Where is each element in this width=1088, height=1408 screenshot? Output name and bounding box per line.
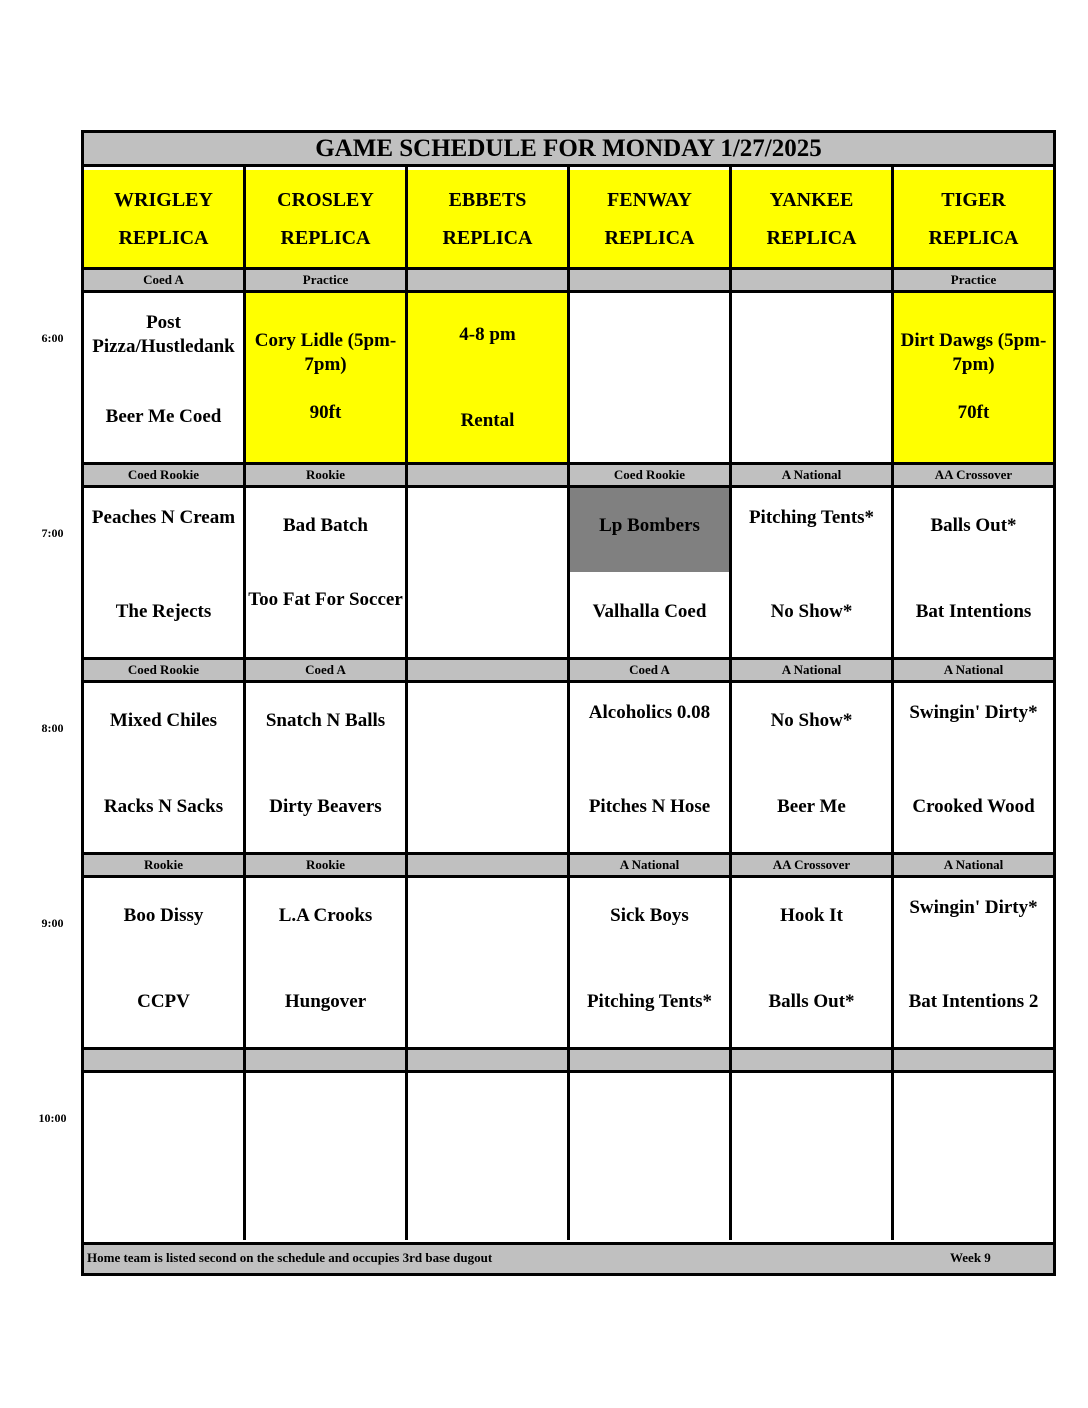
division-label: AA Crossover xyxy=(732,855,891,875)
grid-line xyxy=(243,167,246,1240)
home-team: Too Fat For Soccer xyxy=(248,589,403,610)
field-header-ebbets xyxy=(408,170,567,267)
game-cell xyxy=(732,488,891,657)
game-cell xyxy=(408,878,567,1047)
field-subtitle: REPLICA xyxy=(604,226,695,249)
game-cell xyxy=(246,878,405,1047)
home-team: Pitching Tents* xyxy=(586,991,713,1012)
grid-line xyxy=(567,167,570,1240)
away-team: Sick Boys xyxy=(610,905,689,926)
game-cell xyxy=(894,293,1053,462)
away-team: Bad Batch xyxy=(283,515,368,536)
game-cell xyxy=(84,293,243,462)
game-cell xyxy=(732,1073,891,1242)
division-label: A National xyxy=(570,855,729,875)
away-team: Dirt Dawgs (5pm-7pm) xyxy=(900,330,1047,375)
division-label: A National xyxy=(894,855,1053,875)
home-team: Racks N Sacks xyxy=(103,796,224,817)
division-label xyxy=(732,1050,891,1070)
home-team: Bat Intentions 2 xyxy=(908,991,1039,1012)
grid-line xyxy=(729,167,732,1240)
field-name: EBBETS xyxy=(448,188,527,211)
game-cell xyxy=(408,293,567,462)
home-team: The Rejects xyxy=(115,601,212,622)
division-label: Coed Rookie xyxy=(84,660,243,680)
game-cell xyxy=(408,488,567,657)
home-team: Beer Me xyxy=(777,796,846,817)
division-label xyxy=(408,855,567,875)
field-header-wrigley xyxy=(84,170,243,267)
division-label: Coed A xyxy=(84,270,243,290)
division-label: Coed Rookie xyxy=(570,465,729,485)
away-team: Peaches N Cream xyxy=(91,507,236,528)
game-cell xyxy=(894,683,1053,852)
home-team: Balls Out* xyxy=(768,991,855,1012)
game-cell xyxy=(246,683,405,852)
time-label: 8:00 xyxy=(41,721,64,735)
division-label: Coed A xyxy=(246,660,405,680)
division-label xyxy=(570,270,729,290)
time-label: 9:00 xyxy=(41,916,64,930)
field-header-crosley xyxy=(246,170,405,267)
game-cell xyxy=(732,683,891,852)
field-subtitle: REPLICA xyxy=(118,226,209,249)
division-label: Rookie xyxy=(84,855,243,875)
division-label xyxy=(408,660,567,680)
schedule-title: GAME SCHEDULE FOR MONDAY 1/27/2025 xyxy=(84,133,1053,167)
home-team: Beer Me Coed xyxy=(105,406,222,427)
schedule-sheet xyxy=(81,130,1056,1276)
grid-line xyxy=(84,462,1053,465)
away-team: Boo Dissy xyxy=(123,905,204,926)
home-team: Bat Intentions xyxy=(915,601,1032,622)
division-label: Rookie xyxy=(246,855,405,875)
game-cell xyxy=(408,1073,567,1242)
grid-line xyxy=(84,680,1053,683)
division-label xyxy=(732,270,891,290)
home-team: Valhalla Coed xyxy=(592,601,707,622)
home-team: Pitches N Hose xyxy=(588,796,711,817)
away-team: Swingin' Dirty* xyxy=(909,897,1038,918)
game-cell xyxy=(570,683,729,852)
grid-line xyxy=(891,167,894,1240)
division-label xyxy=(246,1050,405,1070)
time-label: 6:00 xyxy=(41,331,64,345)
away-team: L.A Crooks xyxy=(278,905,373,926)
field-name: WRIGLEY xyxy=(114,188,213,211)
away-team: 4-8 pm xyxy=(459,324,516,345)
game-cell xyxy=(84,878,243,1047)
away-team: Cory Lidle (5pm-7pm) xyxy=(254,330,397,375)
division-label: Rookie xyxy=(246,465,405,485)
away-team: Swingin' Dirty* xyxy=(909,702,1038,723)
game-cell xyxy=(894,488,1053,657)
grid-line xyxy=(84,1070,1053,1073)
division-label: A National xyxy=(732,660,891,680)
game-cell xyxy=(570,1073,729,1242)
home-team: Hungover xyxy=(284,991,367,1012)
away-team: Balls Out* xyxy=(930,515,1017,536)
away-team: Pitching Tents* xyxy=(748,507,875,528)
division-label xyxy=(408,465,567,485)
home-team: Rental xyxy=(460,410,515,431)
division-label: AA Crossover xyxy=(894,465,1053,485)
away-team: No Show* xyxy=(770,710,853,731)
division-label: Coed A xyxy=(570,660,729,680)
division-label: A National xyxy=(732,465,891,485)
division-label: A National xyxy=(894,660,1053,680)
division-label: Coed Rookie xyxy=(84,465,243,485)
division-label xyxy=(894,1050,1053,1070)
home-team: Crooked Wood xyxy=(912,796,1035,817)
away-team: Post Pizza/Hustledank xyxy=(92,312,235,357)
field-subtitle: REPLICA xyxy=(280,226,371,249)
game-cell xyxy=(84,1073,243,1242)
game-cell xyxy=(84,488,243,657)
game-cell xyxy=(732,293,891,462)
game-cell xyxy=(570,293,729,462)
grid-line xyxy=(84,267,1053,270)
away-team: Lp Bombers xyxy=(599,515,700,536)
field-subtitle: REPLICA xyxy=(928,226,1019,249)
game-cell xyxy=(246,1073,405,1242)
home-team: No Show* xyxy=(770,601,853,622)
game-cell xyxy=(732,878,891,1047)
grid-line xyxy=(405,167,408,1240)
home-team: 70ft xyxy=(957,402,990,423)
game-cell xyxy=(246,488,405,657)
division-label: Practice xyxy=(894,270,1053,290)
grid-line xyxy=(84,1047,1053,1050)
division-label xyxy=(408,270,567,290)
footer-note: Home team is listed second on the schedule and occupies 3rd base dugout xyxy=(87,1250,493,1265)
grid-line xyxy=(84,852,1053,855)
division-label: Practice xyxy=(246,270,405,290)
field-name: TIGER xyxy=(941,188,1006,211)
away-team: Hook It xyxy=(780,905,843,926)
time-label: 10:00 xyxy=(38,1111,67,1125)
game-cell xyxy=(894,878,1053,1047)
week-label: Week 9 xyxy=(950,1250,991,1265)
home-team: CCPV xyxy=(137,991,190,1012)
game-cell xyxy=(246,293,405,462)
field-subtitle: REPLICA xyxy=(442,226,533,249)
field-header-yankee xyxy=(732,170,891,267)
field-header-tiger xyxy=(894,170,1053,267)
grid-line xyxy=(84,290,1053,293)
field-name: FENWAY xyxy=(607,188,692,211)
away-team: Mixed Chiles xyxy=(109,710,218,731)
grid-line xyxy=(84,485,1053,488)
game-cell xyxy=(84,683,243,852)
grid-line xyxy=(84,875,1053,878)
field-subtitle: REPLICA xyxy=(766,226,857,249)
away-team: Alcoholics 0.08 xyxy=(588,702,711,723)
field-name: CROSLEY xyxy=(277,188,374,211)
home-team: 90ft xyxy=(309,402,342,423)
division-label xyxy=(408,1050,567,1070)
division-label xyxy=(570,1050,729,1070)
game-cell xyxy=(570,878,729,1047)
grid-line xyxy=(84,657,1053,660)
field-header-fenway xyxy=(570,170,729,267)
grid-line xyxy=(84,1242,1053,1245)
home-team: Dirty Beavers xyxy=(269,796,382,817)
division-label xyxy=(84,1050,243,1070)
game-cell xyxy=(894,1073,1053,1242)
game-cell xyxy=(570,488,729,657)
game-cell xyxy=(408,683,567,852)
time-label: 7:00 xyxy=(41,526,64,540)
away-team: Snatch N Balls xyxy=(265,710,386,731)
field-name: YANKEE xyxy=(769,188,854,211)
